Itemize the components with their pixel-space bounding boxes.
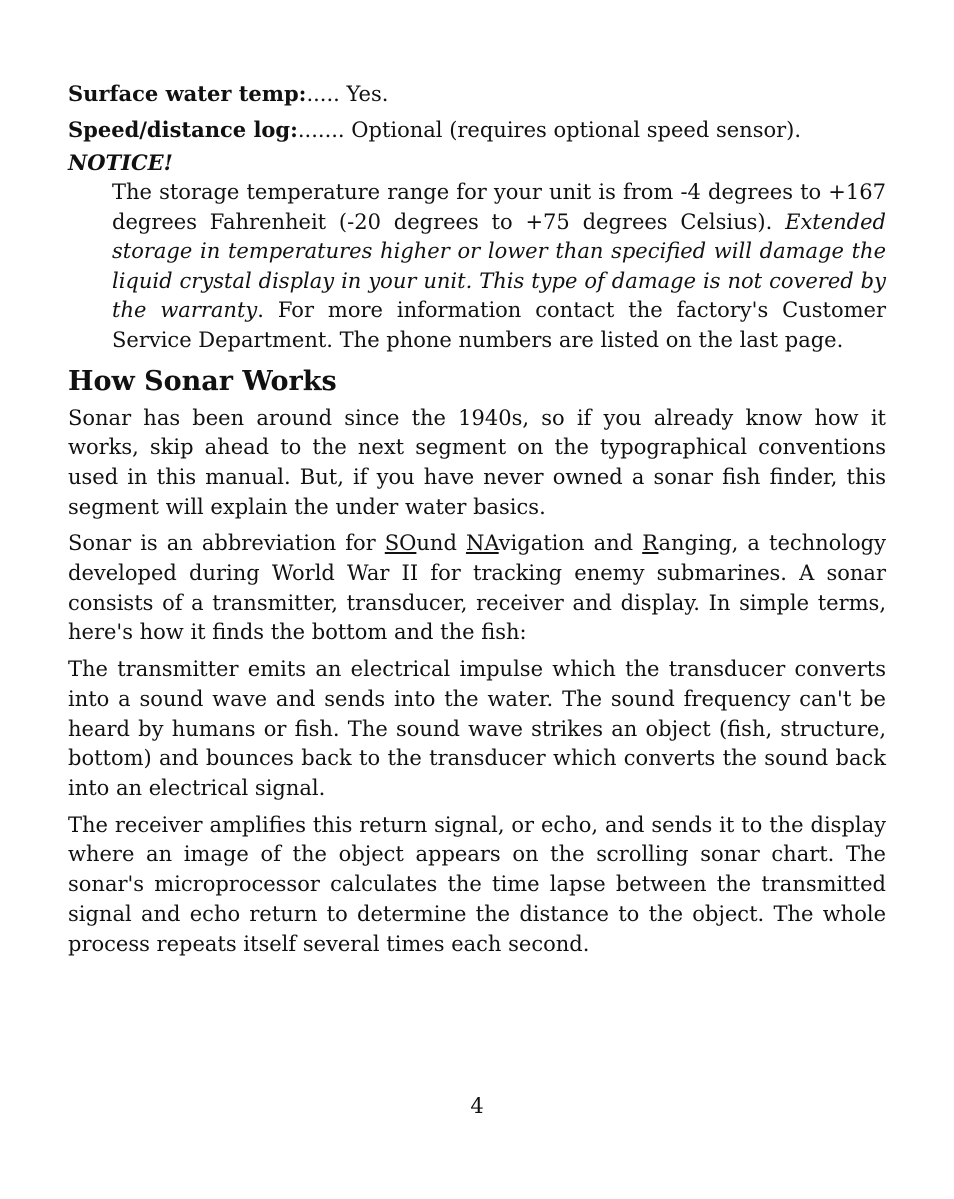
notice-text-normal: The storage temperature range for your unit is from -4 degrees to +167 degrees Fahrenheit (-20 degrees to +75 degrees Celsius). [112,180,886,234]
paragraph: The transmitter emits an electrical impulse which the transducer converts into a sound wave and sends into the water. The sound frequency can't be heard by humans or fish. The sound wave strikes an object (fish, structure, bottom) and bounces back to the transducer which converts the sound back into an electrical signal. [68,657,886,800]
page-number: 4 [470,1094,484,1118]
page-content [68,76,886,966]
spec-label: Speed/distance log: [68,117,298,142]
spec-value: Yes. [346,82,389,106]
underlined-letters: NA [465,531,499,556]
spec-label: Surface water temp: [68,81,307,106]
paragraph: The receiver amplifies this return signal, or echo, and sends it to the display where an image of the object appears on the scrolling sonar chart. The sonar's microprocessor calculates the time lapse between the transmitted signal and echo return to determine the distance to the object. The whole process repeats itself several times each second. [68,812,886,956]
paragraph: Sonar has been around since the 1940s, so if you already know how it works, skip ahead to the next segment on the typographical conventions used in this manual. But, if you have never owned a sonar fish finder, this segment will explain the under water basics. [68,405,886,519]
spec-leader: ..... [306,82,340,106]
spec-value: Optional (requires optional speed sensor). [351,118,802,142]
paragraph [68,529,886,648]
notice-text-warning: Extended storage in temperatures higher or lower than specified will damage the liquid crystal display in your unit. This type of damage is not covered by the warranty [112,209,886,323]
notice-text-normal: . For more information contact the factory's Customer Service Department. The phone numbers are listed on the last page. [112,298,886,352]
text-run: vigation and [498,531,643,556]
spec-leader: ....... [297,118,345,142]
text-run: anging, a technology developed during World War II for tracking enemy submarines. A sonar consists of a transmitter, transducer, receiver and display. In simple terms, here's how it finds the bottom and the fish: [68,531,886,645]
spec-speed-distance-log [68,112,886,148]
section-heading: How Sonar Works [68,365,337,397]
notice-body [112,178,886,356]
text-run: Sonar is an abbreviation for [68,531,385,556]
spec-surface-water-temp [68,76,886,112]
underlined-letters: R [642,531,659,556]
underlined-letters: SO [384,531,417,556]
text-run: und [416,531,466,556]
notice-title: NOTICE! [68,150,173,175]
